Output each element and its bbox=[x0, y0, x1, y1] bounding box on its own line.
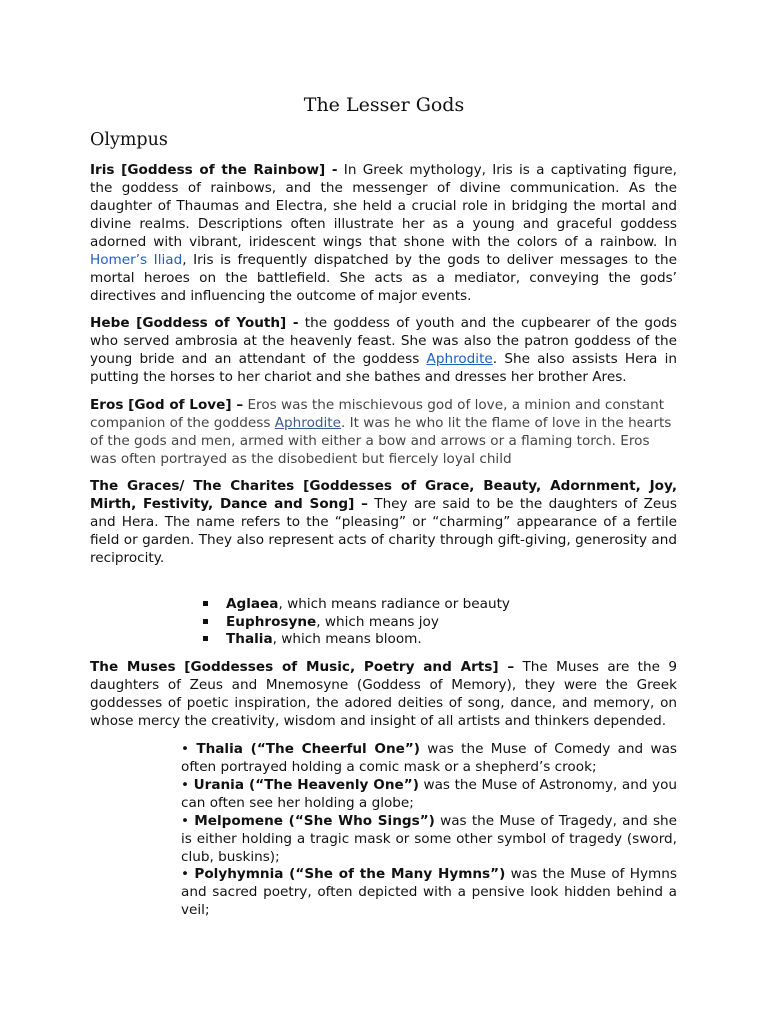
homers-iliad-link[interactable]: Homer’s Iliad bbox=[90, 252, 183, 268]
graces-list bbox=[201, 595, 510, 648]
grace-desc: , which means radiance or beauty bbox=[278, 596, 510, 612]
iris-text-2: , Iris is frequently dispatched by the gods to deliver messages to the mortal heroes on the battlefield. She acts as a mediator, conveying the gods’ directives and influencing the outcome of major events. bbox=[90, 252, 677, 304]
bullet-icon: • bbox=[181, 866, 195, 882]
hebe-paragraph bbox=[90, 314, 677, 386]
bullet-icon: • bbox=[181, 777, 194, 793]
iris-text-1: In Greek mythology, Iris is a captivating figure, the goddess of rainbows, and the messenger of divine communication. As the daughter of Thaumas and Electra, she held a crucial role in bridging the mortal and divine realms. Descriptions often illustrate her as a young and graceful goddess adorned with vibrant, iridescent wings that shone with the colors of a rainbow. In bbox=[90, 162, 677, 250]
muse-name: Thalia (“The Cheerful One”) bbox=[196, 741, 421, 757]
muse-name: Polyhymnia (“She of the Many Hymns”) bbox=[194, 866, 506, 882]
muse-item bbox=[181, 740, 677, 776]
iris-heading: Iris [Goddess of the Rainbow] - bbox=[90, 162, 338, 178]
grace-name: Euphrosyne bbox=[226, 613, 317, 630]
muse-name: Melpomene (“She Who Sings”) bbox=[194, 813, 435, 829]
page-title: The Lesser Gods bbox=[303, 94, 465, 116]
list-item bbox=[201, 630, 510, 648]
grace-name: Aglaea bbox=[226, 596, 279, 612]
graces-text: They are said to be the daughters of Zeus and Hera. The name refers to the “pleasing” or “charming” appearance of a fertile field or garden. They also represent acts of charity through gift-giving, generosity and reciprocity. bbox=[90, 496, 677, 566]
graces-paragraph bbox=[90, 477, 677, 567]
muse-item bbox=[181, 865, 677, 919]
hebe-text-2: . She also assists Hera in putting the horses to her chariot and she bathes and dresses her brother Ares. bbox=[90, 351, 677, 385]
hebe-heading: Hebe [Goddess of Youth] - bbox=[90, 315, 299, 331]
muses-text: The Muses are the 9 daughters of Zeus and Mnemosyne (Goddess of Memory), they were the Greek goddesses of poetic inspiration, the adored deities of song, dance, and memory, on whose mercy the creativity, wisdom and insight of all artists and thinkers depended. bbox=[90, 659, 677, 729]
muse-item bbox=[181, 776, 677, 812]
square-bullet-icon bbox=[203, 636, 208, 641]
muses-paragraph bbox=[90, 658, 677, 730]
eros-text-2: . It was he who lit the flame of love in the hearts of the gods and men, armed with either a bow and arrows or a flaming torch. Eros was often portrayed as the disobedient but fiercely loyal child bbox=[90, 415, 672, 467]
muse-item bbox=[181, 812, 677, 866]
eros-text-1: Eros was the mischievous god of love, a minion and constant companion of the goddess bbox=[90, 397, 665, 431]
aphrodite-link-eros[interactable]: Aphrodite bbox=[274, 415, 341, 431]
square-bullet-icon bbox=[203, 619, 208, 624]
muse-name: Urania (“The Heavenly One”) bbox=[193, 777, 419, 793]
eros-paragraph bbox=[90, 396, 677, 468]
bullet-icon: • bbox=[181, 741, 197, 757]
grace-desc: , which means joy bbox=[316, 613, 439, 630]
muses-heading: The Muses [Goddesses of Music, Poetry and Arts] – bbox=[90, 659, 515, 675]
list-item bbox=[201, 613, 510, 631]
muse-desc: was the Muse of Comedy and was often portrayed holding a comic mask or a shepherd’s crook; bbox=[181, 741, 677, 775]
grace-desc: , which means bloom. bbox=[272, 631, 422, 647]
bullet-icon: • bbox=[181, 813, 195, 829]
eros-heading: Eros [God of Love] – bbox=[90, 397, 244, 413]
graces-heading: The Graces/ The Charites [Goddesses of Grace, Beauty, Adornment, Joy, Mirth, Festivity, Dance and Song] – bbox=[90, 478, 677, 512]
muse-desc: was the Muse of Tragedy, and she is either holding a tragic mask or some other symbol of tragedy (sword, club, buskins); bbox=[181, 813, 677, 865]
aphrodite-link-hebe[interactable]: Aphrodite bbox=[426, 351, 493, 367]
square-bullet-icon bbox=[203, 601, 208, 606]
grace-name: Thalia bbox=[226, 631, 273, 647]
section-heading: Olympus bbox=[90, 130, 168, 150]
muse-desc: was the Muse of Astronomy, and you can often see her holding a globe; bbox=[181, 777, 678, 811]
hebe-text-1: the goddess of youth and the cupbearer of the gods who served ambrosia at the heavenly feast. She was also the patron goddess of the young bride and an attendant of the goddess bbox=[90, 315, 677, 367]
muse-desc: was the Muse of Hymns and sacred poetry, often depicted with a pensive look hidden behind a veil; bbox=[181, 866, 677, 918]
iris-paragraph bbox=[90, 161, 677, 305]
list-item bbox=[201, 595, 510, 613]
